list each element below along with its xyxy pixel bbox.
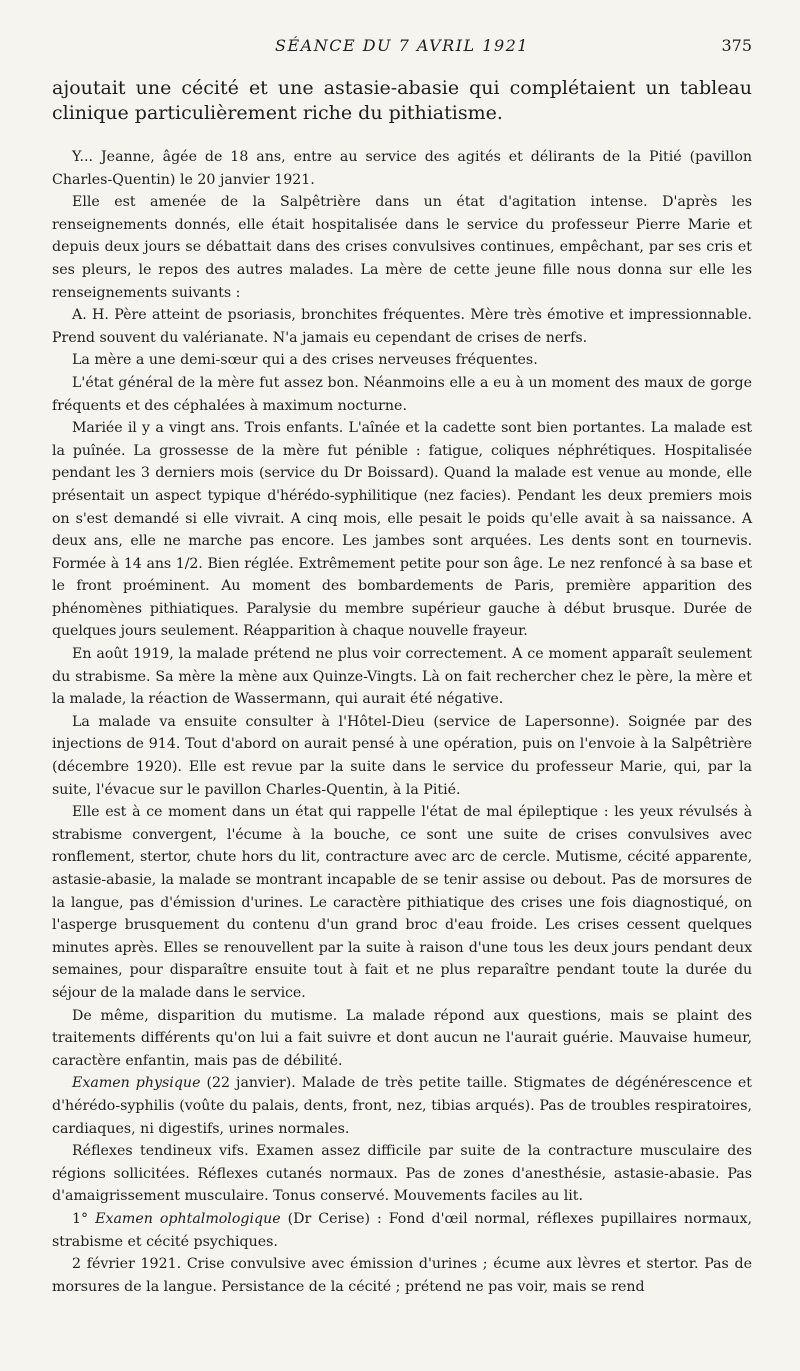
page-number: 375 [721,36,752,55]
paragraph: La malade va ensuite consulter à l'Hôtel-Dieu (service de Lapersonne). Soignée par des injections de 914. Tout d'abord on aurait pensé à une opération, puis on l'envoie à la Salpêtrière (décembre 1920). Elle est revue par la suite dans le service du professeur Marie, qui, par la suite, l'évacue sur le pavillon Charles-Quentin, à la Pitié. [52,713,752,798]
paragraph-exam-physique [52,1072,752,1140]
paragraph: Réflexes tendineux vifs. Examen assez difficile par suite de la contracture musculaire des régions sollicitées. Réflexes cutanés normaux. Pas de zones d'anesthésie, astasie-abasie. Pas d'amaigrissement musculaire. Tonus conservé. Mouvements faciles au lit. [52,1143,752,1205]
paragraph: Y... Jeanne, âgée de 18 ans, entre au service des agités et délirants de la Pitié (pavillon Charles-Quentin) le 20 janvier 1921. [52,149,752,188]
paragraph-text: (Dr Cerise) : Fond d'œil normal, réflexes pupillaires normaux, strabisme et cécité psychiques. [52,1210,752,1250]
section-label: Examen ophtalmologique [95,1210,281,1227]
paragraph: A. H. Père atteint de psoriasis, bronchites fréquentes. Mère très émotive et impressionnable. Prend souvent du valérianate. N'a jamais eu cependant de crises de nerfs. [52,307,752,346]
lead-paragraph: ajoutait une cécité et une astasie-abasie qui complétaient un tableau clinique particulièrement riche du pithiatisme. [52,77,752,124]
paragraph: 2 février 1921. Crise convulsive avec émission d'urines ; écume aux lèvres et stertor. Pas de morsures de la langue. Persistance de la cécité ; prétend ne pas voir, mais se rend [52,1256,752,1295]
paragraph: Elle est amenée de la Salpêtrière dans un état d'agitation intense. D'après les renseignements donnés, elle était hospitalisée dans le service du professeur Pierre Marie et depuis deux jours se débattait dans des crises convulsives continues, empêchant, par ses cris et ses pleurs, le repos des autres malades. La mère de cette jeune fille nous donna sur elle les renseignements suivants : [52,194,752,301]
paragraph: L'état général de la mère fut assez bon. Néanmoins elle a eu à un moment des maux de gorge fréquents et des céphalées à maximum nocturne. [52,374,752,414]
running-header [52,36,752,60]
paragraph: De même, disparition du mutisme. La malade répond aux questions, mais se plaint des traitements différents qu'on lui a fait suivre et dont aucun ne l'aurait guérie. Mauvaise humeur, caractère enfantin, mais pas de débilité. [52,1007,752,1069]
paragraph: En août 1919, la malade prétend ne plus voir correctement. A ce moment apparaît seulement du strabisme. Sa mère la mène aux Quinze-Vingts. Là on fait rechercher chez le père, la mère et la malade, la réaction de Wassermann, qui aurait été négative. [52,646,752,708]
paragraph-exam-ophtalmo [52,1208,752,1253]
paragraph: Elle est à ce moment dans un état qui rappelle l'état de mal épileptique : les yeux révulsés à strabisme convergent, l'écume à la bouche, ce sont une suite de crises convulsives avec ronflement, stertor, chute hors du lit, contracture avec arc de cercle. Mutisme, cécité apparente, astasie-abasie, la malade se montrant incapable de se tenir assise ou debout. Pas de morsures de la langue, pas d'émission d'urines. Le caractère pithiatique des crises une fois diagnostiqué, on l'asperge brusquement du contenu d'un grand broc d'eau froide. Les crises cessent quelques minutes après. Elles se renouvellent par la suite à raison d'une tous les deux jours pendant deux semaines, pour disparaître ensuite tout à fait et ne plus reparaître pendant toute la durée du séjour de la malade dans le service. [52,804,752,1001]
list-number: 1° [72,1210,96,1227]
running-title: SÉANCE DU 7 AVRIL 1921 [275,36,529,55]
section-label: Examen physique [72,1075,201,1092]
paragraph: La mère a une demi-sœur qui a des crises nerveuses fréquentes. [72,352,538,369]
body-text [52,146,752,1298]
paragraph-text: (22 janvier). Malade de très petite taille. Stigmates de dégénérescence et d'hérédo-syphilis (voûte du palais, dents, front, nez, tibias arqués). Pas de troubles respiratoires, cardiaques, ni digestifs, urines normales. [52,1075,752,1137]
paragraph: Mariée il y a vingt ans. Trois enfants. L'aînée et la cadette sont bien portantes. La malade est la puînée. La grossesse de la mère fut pénible : fatigue, coliques néphrétiques. Hospitalisée pendant les 3 derniers mois (service du Dr Boissard). Quand la malade est venue au monde, elle présentait un aspect typique d'hérédo-syphilitique (nez facies). Pendant les deux premiers mois on s'est demandé si elle vivrait. A cinq mois, elle pesait le poids qu'elle avait à sa naissance. A deux ans, elle ne marche pas encore. Les jambes sont arquées. Les dents sont en tournevis. Formée à 14 ans 1/2. Bien réglée. Extrêmement petite pour son âge. Le nez renfoncé à sa base et le front proéminent. Au moment des bombardements de Paris, première apparition des phénomènes pithiatiques. Paralysie du membre supérieur gauche à début brusque. Durée de quelques jours seulement. Réapparition à chaque nouvelle frayeur. [52,420,752,640]
